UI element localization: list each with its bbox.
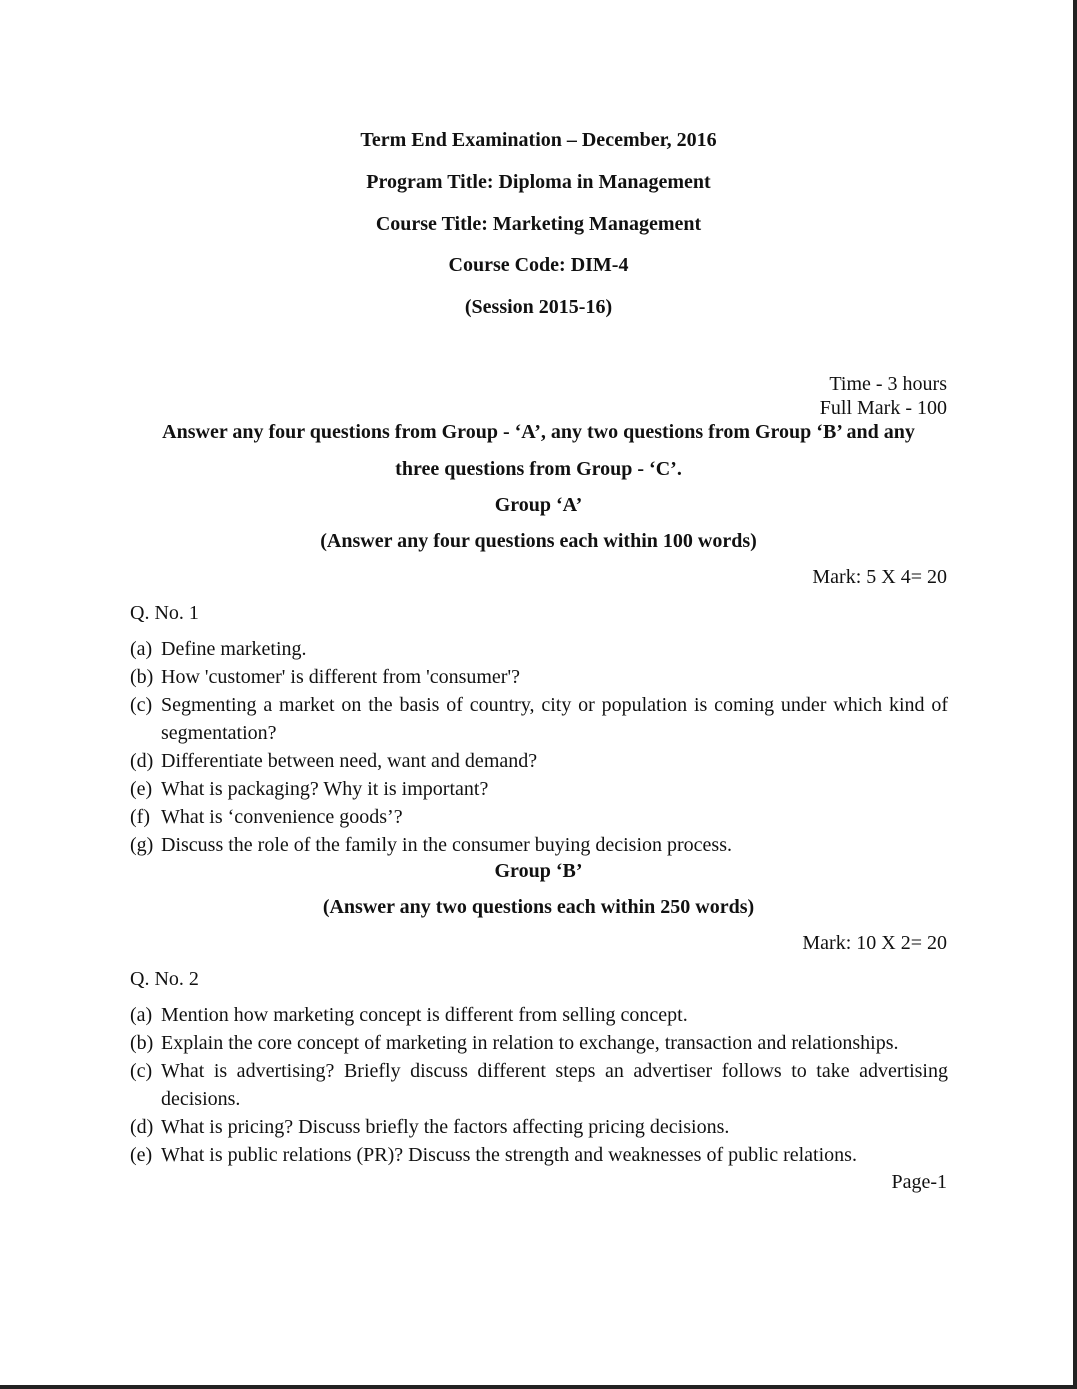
list-item bbox=[130, 831, 948, 859]
item-text: How 'customer' is different from 'consumer'? bbox=[161, 666, 520, 688]
list-item bbox=[130, 803, 948, 831]
question-1-number: Q. No. 1 bbox=[130, 602, 199, 624]
instructions-line-2: three questions from Group - ‘C’. bbox=[395, 458, 682, 480]
item-text: Segmenting a market on the basis of country, city or population is coming under which kind of segmentation? bbox=[161, 694, 948, 744]
item-label: (a) bbox=[130, 1004, 153, 1026]
item-text: Explain the core concept of marketing in relation to exchange, transaction and relationships. bbox=[161, 1032, 899, 1054]
group-b-title: Group ‘B’ bbox=[494, 860, 583, 882]
list-item bbox=[130, 663, 948, 691]
group-a-subtitle: (Answer any four questions each within 100 words) bbox=[320, 530, 757, 552]
page-number: Page-1 bbox=[891, 1171, 947, 1193]
group-a-title: Group ‘A’ bbox=[494, 494, 583, 516]
item-text: Mention how marketing concept is different from selling concept. bbox=[161, 1004, 688, 1026]
list-item bbox=[130, 1113, 948, 1141]
item-text: What is packaging? Why it is important? bbox=[161, 778, 489, 800]
question-2-list bbox=[130, 1001, 948, 1169]
list-item bbox=[130, 691, 948, 747]
group-b-subtitle: (Answer any two questions each within 250 words) bbox=[322, 896, 755, 918]
item-label: (f) bbox=[130, 806, 150, 828]
item-text: What is advertising? Briefly discuss different steps an advertiser follows to take advertising decisions. bbox=[161, 1060, 948, 1110]
item-text: Differentiate between need, want and demand? bbox=[161, 750, 538, 772]
list-item bbox=[130, 747, 948, 775]
item-label: (c) bbox=[130, 1060, 153, 1082]
list-item bbox=[130, 635, 948, 663]
list-item bbox=[130, 1141, 948, 1169]
group-a-mark: Mark: 5 X 4= 20 bbox=[812, 566, 947, 588]
course-title: Course Title: Marketing Management bbox=[375, 213, 702, 235]
question-2-number: Q. No. 2 bbox=[130, 968, 199, 990]
full-mark: Full Mark - 100 bbox=[819, 397, 947, 419]
item-text: What is ‘convenience goods’? bbox=[161, 806, 403, 828]
item-label: (b) bbox=[130, 1032, 154, 1054]
item-text: What is pricing? Discuss briefly the factors affecting pricing decisions. bbox=[161, 1116, 730, 1138]
list-item bbox=[130, 1029, 948, 1057]
list-item bbox=[130, 1057, 948, 1113]
item-label: (b) bbox=[130, 666, 154, 688]
item-text: Discuss the role of the family in the consumer buying decision process. bbox=[161, 834, 732, 856]
group-b-mark: Mark: 10 X 2= 20 bbox=[802, 932, 947, 954]
program-title: Program Title: Diploma in Management bbox=[366, 171, 711, 193]
course-code: Course Code: DIM-4 bbox=[448, 254, 629, 276]
item-label: (d) bbox=[130, 1116, 154, 1138]
item-text: What is public relations (PR)? Discuss the strength and weaknesses of public relations. bbox=[161, 1144, 857, 1166]
item-label: (e) bbox=[130, 1144, 153, 1166]
exam-title: Term End Examination – December, 2016 bbox=[360, 129, 717, 151]
item-label: (g) bbox=[130, 834, 154, 856]
item-label: (d) bbox=[130, 750, 154, 772]
item-label: (e) bbox=[130, 778, 153, 800]
instructions-line-1: Answer any four questions from Group - ‘A’, any two questions from Group ‘B’ and any bbox=[162, 421, 915, 443]
question-1-list bbox=[130, 635, 948, 859]
item-label: (a) bbox=[130, 638, 153, 660]
session: (Session 2015-16) bbox=[464, 296, 613, 318]
item-label: (c) bbox=[130, 694, 153, 716]
time-allowed: Time - 3 hours bbox=[829, 373, 947, 395]
list-item bbox=[130, 775, 948, 803]
item-text: Define marketing. bbox=[161, 638, 307, 660]
list-item bbox=[130, 1001, 948, 1029]
